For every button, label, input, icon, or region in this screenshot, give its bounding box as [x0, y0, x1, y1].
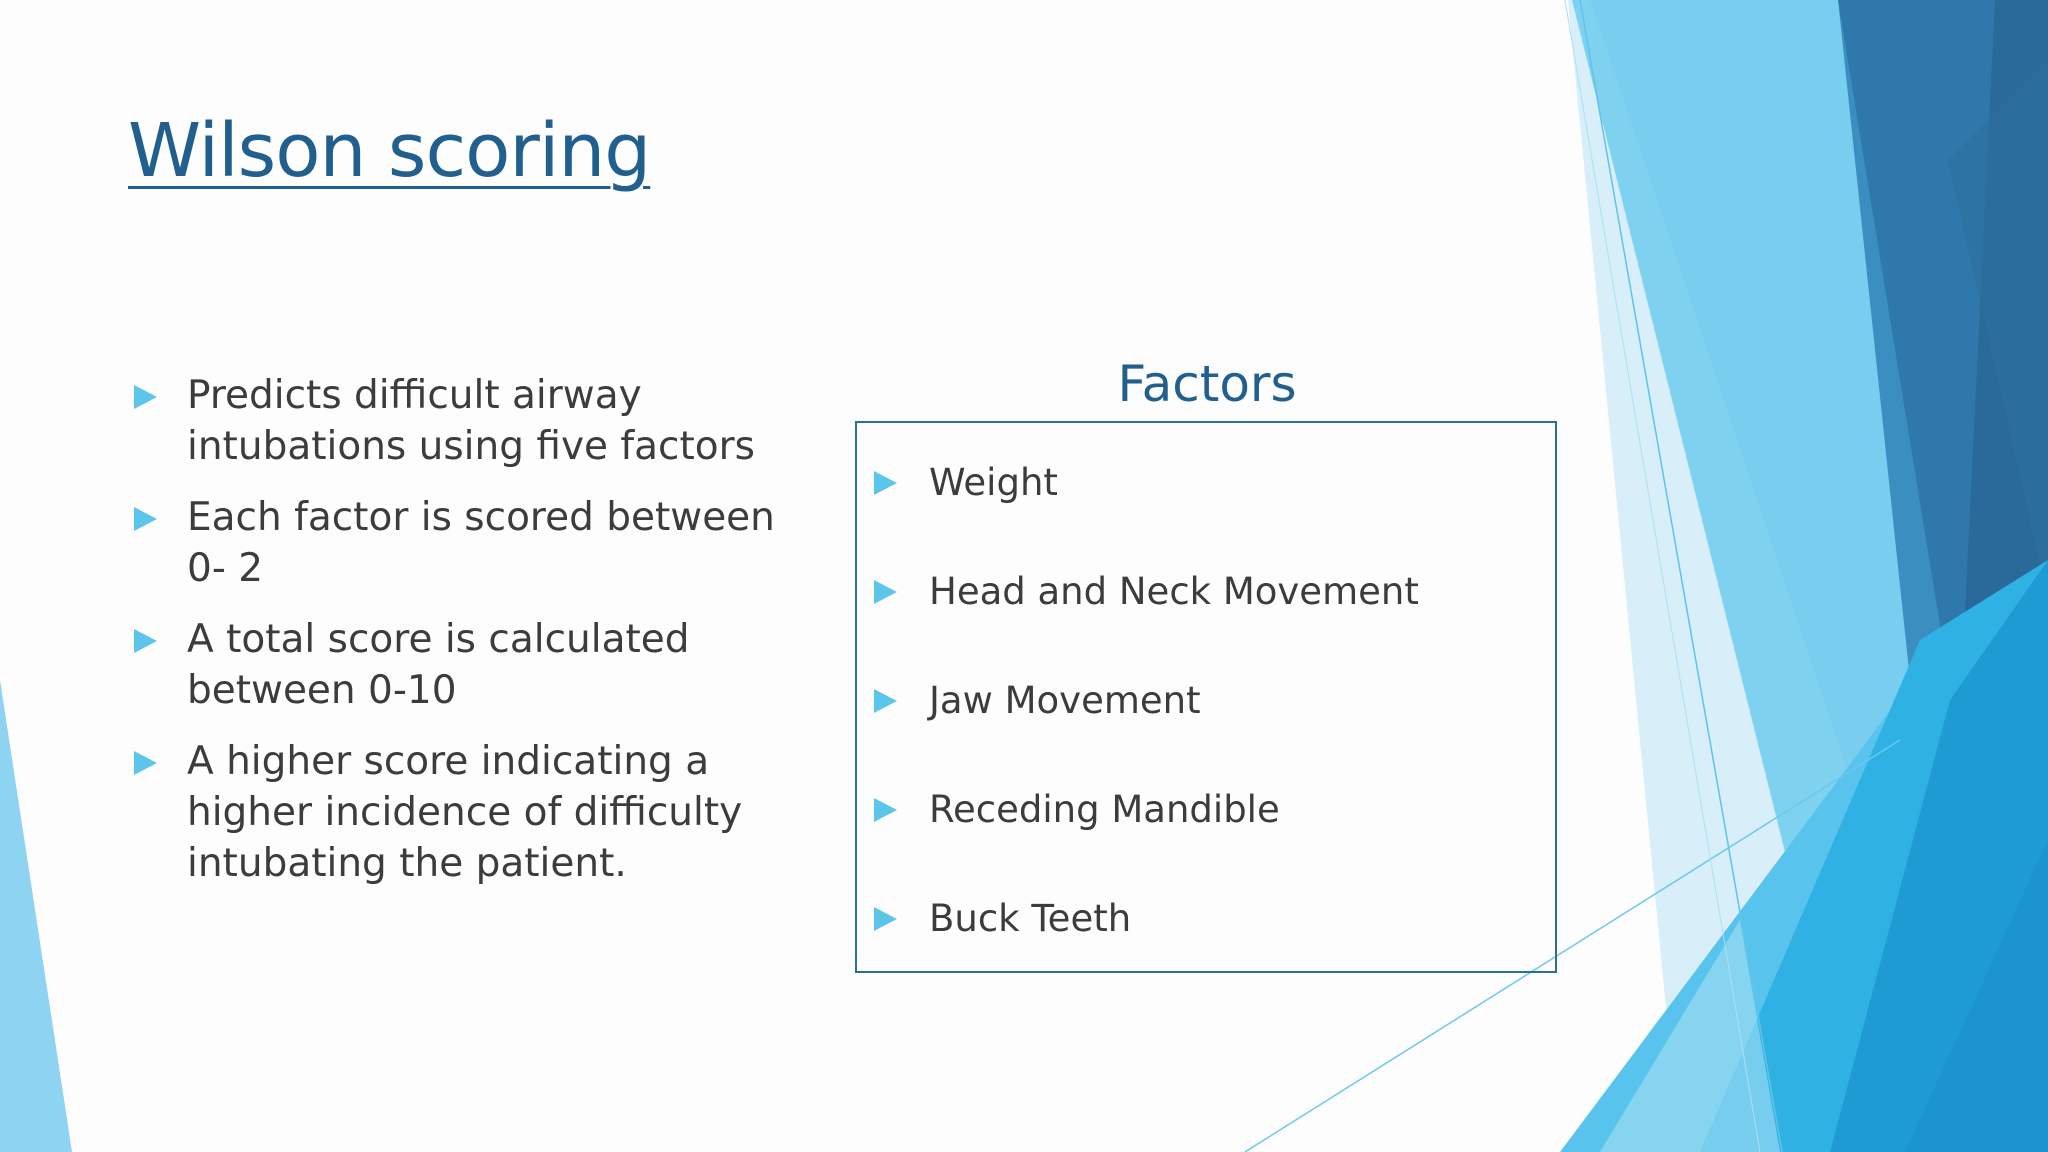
factor-label: Buck Teeth — [929, 897, 1132, 940]
bullet-text: Predicts difficult airway intubations using five factors — [187, 373, 755, 469]
triangle-bullet-icon — [874, 798, 897, 822]
factor-item-jaw-movement — [857, 677, 1201, 725]
triangle-bullet-icon — [874, 580, 897, 604]
slide-title: Wilson scoring — [128, 108, 651, 194]
factor-item-head-neck-movement — [857, 568, 1419, 616]
bullet-text: A total score is calculated between 0-10 — [187, 617, 690, 713]
bullet-text: A higher score indicating a higher incidence of difficulty intubating the patient. — [187, 739, 743, 886]
factor-item-receding-mandible — [857, 786, 1280, 834]
factors-box — [855, 421, 1557, 973]
bullet-item — [128, 370, 788, 472]
bullet-item — [128, 492, 788, 594]
bullet-item — [128, 614, 788, 716]
factor-label: Head and Neck Movement — [929, 570, 1419, 613]
factor-label: Jaw Movement — [929, 679, 1201, 722]
factor-item-weight — [857, 459, 1058, 507]
triangle-bullet-icon — [134, 507, 157, 531]
triangle-bullet-icon — [134, 629, 157, 653]
factors-heading: Factors — [1117, 355, 1297, 413]
triangle-bullet-icon — [874, 689, 897, 713]
factor-item-buck-teeth — [857, 895, 1131, 943]
factor-label: Receding Mandible — [929, 788, 1280, 831]
bullet-item — [128, 736, 788, 889]
bullet-text: Each factor is scored between 0- 2 — [187, 495, 775, 591]
triangle-bullet-icon — [874, 907, 897, 931]
triangle-bullet-icon — [874, 471, 897, 495]
triangle-bullet-icon — [134, 385, 157, 409]
bullet-list — [128, 370, 788, 909]
factor-label: Weight — [929, 461, 1058, 504]
triangle-bullet-icon — [134, 751, 157, 775]
